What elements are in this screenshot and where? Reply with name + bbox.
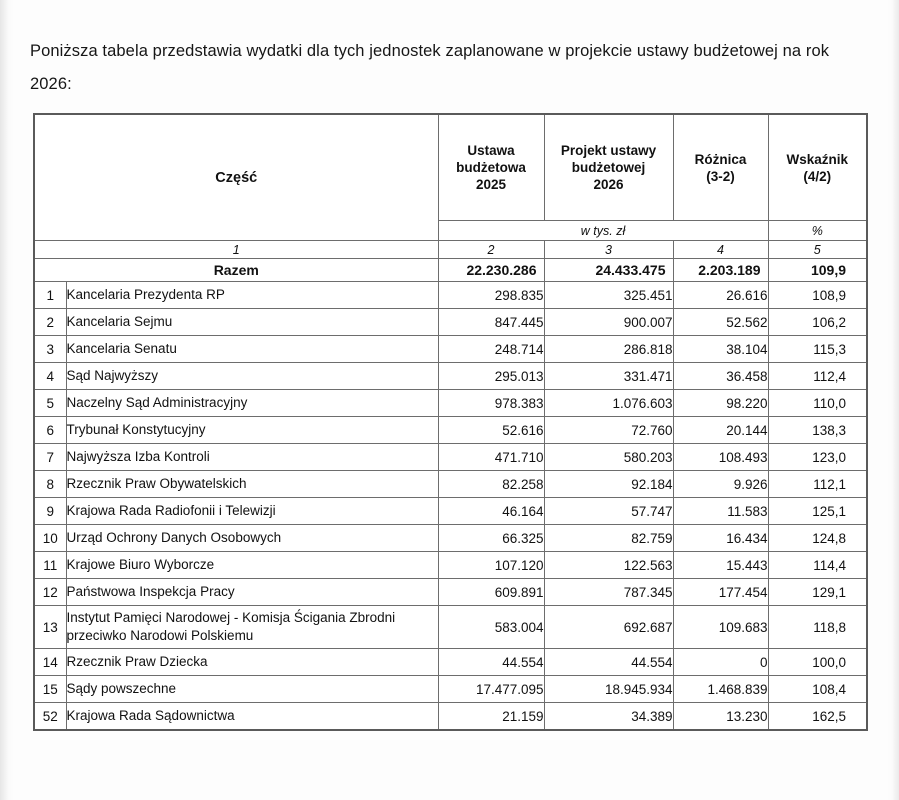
total-value-difference: 2.203.189 [673,259,768,282]
total-label: Razem [34,259,438,282]
total-value-2025: 22.230.286 [438,259,544,282]
intro-paragraph: Poniższa tabela przedstawia wydatki dla tych jednostek zaplanowane w projekcie ustawy budżetowej na rok 2026: [30,41,830,93]
row-value-2026: 900.007 [544,309,673,336]
total-value-2026: 24.433.475 [544,259,673,282]
row-part-number: 6 [34,417,66,444]
row-part-number: 5 [34,390,66,417]
colnum-3: 3 [544,241,673,259]
colnum-5: 5 [768,241,867,259]
row-value-2026: 57.747 [544,498,673,525]
table-row [34,444,867,471]
unit-cell-money: w tys. zł [438,221,768,241]
row-part-number: 3 [34,336,66,363]
table-row [34,282,867,309]
row-value-2026: 692.687 [544,606,673,649]
row-value-index: 118,8 [768,606,867,649]
row-institution-name: Sądy powszechne [66,676,438,703]
header-cell-part: Część [34,114,438,241]
budget-table-container [33,113,866,731]
row-value-index: 124,8 [768,525,867,552]
row-value-2025: 52.616 [438,417,544,444]
row-value-2025: 847.445 [438,309,544,336]
total-value-index: 109,9 [768,259,867,282]
row-value-index: 106,2 [768,309,867,336]
row-part-number: 13 [34,606,66,649]
row-value-2025: 66.325 [438,525,544,552]
row-part-number: 4 [34,363,66,390]
table-row [34,417,867,444]
table-row [34,363,867,390]
header-line-1: Projekt ustawy [560,143,657,158]
table-body [34,259,867,731]
row-value-difference: 0 [673,649,768,676]
row-value-index: 138,3 [768,417,867,444]
row-value-difference: 16.434 [673,525,768,552]
row-value-2025: 609.891 [438,579,544,606]
header-cell-wskaznik [768,114,867,221]
row-value-2025: 978.383 [438,390,544,417]
unit-cell-percent: % [768,221,867,241]
row-value-index: 100,0 [768,649,867,676]
header-line-2: budżetowa [456,160,526,175]
row-institution-name: Krajowe Biuro Wyborcze [66,552,438,579]
row-value-index: 125,1 [768,498,867,525]
row-value-difference: 9.926 [673,471,768,498]
row-value-2026: 331.471 [544,363,673,390]
row-value-index: 110,0 [768,390,867,417]
row-institution-name: Rzecznik Praw Obywatelskich [66,471,438,498]
row-value-difference: 177.454 [673,579,768,606]
header-line-2: (4/2) [803,168,832,184]
table-row [34,309,867,336]
row-institution-name: Trybunał Konstytucyjny [66,417,438,444]
table-row [34,579,867,606]
row-value-2026: 82.759 [544,525,673,552]
header-row-column-numbers [34,241,867,259]
row-value-2025: 295.013 [438,363,544,390]
colnum-2: 2 [438,241,544,259]
row-value-2026: 72.760 [544,417,673,444]
row-value-index: 112,1 [768,471,867,498]
header-line-2: budżetowej [571,160,646,175]
row-part-number: 14 [34,649,66,676]
row-value-index: 114,4 [768,552,867,579]
header-cell-ustawa-2025 [438,114,544,221]
row-value-2025: 17.477.095 [438,676,544,703]
row-value-difference: 15.443 [673,552,768,579]
row-value-2026: 325.451 [544,282,673,309]
row-value-index: 162,5 [768,703,867,731]
row-institution-name: Naczelny Sąd Administracyjny [66,390,438,417]
row-value-2025: 82.258 [438,471,544,498]
row-institution-name: Państwowa Inspekcja Pracy [66,579,438,606]
table-row [34,606,867,649]
row-part-number: 11 [34,552,66,579]
row-institution-name: Urząd Ochrony Danych Osobowych [66,525,438,552]
table-header [34,114,867,259]
row-part-number: 52 [34,703,66,731]
row-value-2026: 286.818 [544,336,673,363]
row-value-difference: 109.683 [673,606,768,649]
row-institution-name: Kancelaria Senatu [66,336,438,363]
row-institution-name: Kancelaria Prezydenta RP [66,282,438,309]
table-row [34,552,867,579]
table-row [34,336,867,363]
row-part-number: 15 [34,676,66,703]
header-line-3: 2025 [475,177,507,192]
row-value-difference: 26.616 [673,282,768,309]
table-row [34,525,867,552]
row-value-difference: 20.144 [673,417,768,444]
row-value-2025: 44.554 [438,649,544,676]
row-value-2026: 44.554 [544,649,673,676]
row-institution-name: Kancelaria Sejmu [66,309,438,336]
row-value-2026: 1.076.603 [544,390,673,417]
row-value-2026: 580.203 [544,444,673,471]
row-value-2025: 107.120 [438,552,544,579]
table-row [34,390,867,417]
row-part-number: 12 [34,579,66,606]
row-part-number: 2 [34,309,66,336]
row-value-2026: 787.345 [544,579,673,606]
row-value-difference: 1.468.839 [673,676,768,703]
row-value-2026: 92.184 [544,471,673,498]
header-cell-roznica [673,114,768,221]
row-value-2025: 21.159 [438,703,544,731]
row-value-2025: 248.714 [438,336,544,363]
row-institution-name: Krajowa Rada Sądownictwa [66,703,438,731]
row-value-difference: 36.458 [673,363,768,390]
row-institution-name: Krajowa Rada Radiofonii i Telewizji [66,498,438,525]
colnum-4: 4 [673,241,768,259]
row-value-difference: 98.220 [673,390,768,417]
row-value-difference: 11.583 [673,498,768,525]
row-part-number: 9 [34,498,66,525]
row-value-index: 115,3 [768,336,867,363]
row-value-index: 129,1 [768,579,867,606]
budget-table [33,113,868,731]
row-value-2026: 122.563 [544,552,673,579]
header-line-1: Ustawa [467,143,515,158]
row-value-2026: 18.945.934 [544,676,673,703]
row-value-difference: 108.493 [673,444,768,471]
row-value-index: 123,0 [768,444,867,471]
header-line-3: 2026 [593,177,624,192]
table-row [34,471,867,498]
row-institution-name: Sąd Najwyższy [66,363,438,390]
row-value-difference: 13.230 [673,703,768,731]
row-value-2025: 583.004 [438,606,544,649]
row-value-index: 112,4 [768,363,867,390]
row-part-number: 10 [34,525,66,552]
header-cell-projekt-2026 [544,114,673,221]
row-value-2025: 298.835 [438,282,544,309]
row-institution-name: Instytut Pamięci Narodowej - Komisja Ścigania Zbrodni przeciwko Narodowi Polskiemu [66,606,438,649]
table-row [34,703,867,731]
header-line-2: (3-2) [706,168,735,184]
table-row [34,676,867,703]
total-row [34,259,867,282]
row-part-number: 7 [34,444,66,471]
row-value-difference: 52.562 [673,309,768,336]
row-value-index: 108,4 [768,676,867,703]
row-institution-name: Najwyższa Izba Kontroli [66,444,438,471]
header-row-titles [34,114,867,221]
row-value-2025: 471.710 [438,444,544,471]
row-value-2026: 34.389 [544,703,673,731]
row-part-number: 8 [34,471,66,498]
colnum-1: 1 [34,241,438,259]
row-value-2025: 46.164 [438,498,544,525]
row-value-index: 108,9 [768,282,867,309]
row-institution-name: Rzecznik Praw Dziecka [66,649,438,676]
row-part-number: 1 [34,282,66,309]
header-line-1: Wskaźnik [786,151,849,167]
table-row [34,649,867,676]
table-row [34,498,867,525]
row-value-difference: 38.104 [673,336,768,363]
header-line-1: Różnica [694,151,747,167]
